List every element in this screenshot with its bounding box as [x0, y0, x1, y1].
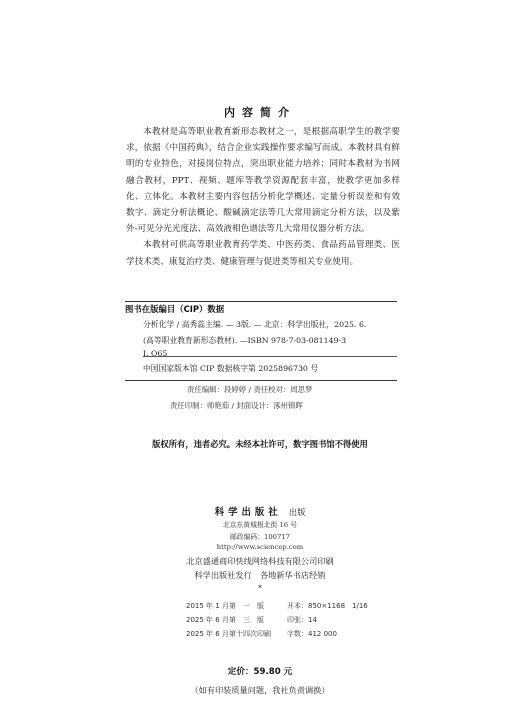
cip-heading: 图书在版编目（CIP）数据: [125, 304, 225, 314]
intro-title: 内容简介: [224, 106, 296, 119]
format-spec: 开本：850×1168 1/16: [287, 602, 368, 610]
cip-classification: Ⅰ. O65: [143, 349, 168, 358]
publisher-name: [0, 504, 520, 518]
sheet-spec: 印张：14: [287, 616, 317, 624]
rights-notice: 版权所有，违者必究。未经本社许可，数字图书馆不得使用: [152, 439, 368, 449]
publisher-website: http://www.sciencep.com: [216, 543, 304, 551]
cip-number: 中国国家版本馆 CIP 数据核字第 2025896730 号: [143, 364, 319, 373]
separator-star: *: [258, 584, 262, 593]
intro-paragraph: 本教材是高等职业教育新形态教材之一，是根据高职学生的教学要求，依据《中国药典》，结合企业实践操作要求编写而成。本教材具有鲜明的专业特色，对接岗位特点，突出职业能力培养；同时本教材为书网融合教材，PPT、视频、题库等教学资源配套丰富，使教学更加多样化、立体化。本教材主要内容包括分析化学概述、定量分析误差和有效数字、滴定分析法概论、酸碱滴定法等几大常用滴定分析方法，以及紫外-可见分光光度法、高效液相色谱法等几大常用仪器分析方法。: [126, 127, 400, 235]
printer: 北京盛通商印快线网络科技有限公司印刷: [186, 556, 334, 566]
publisher-suffix: 出版: [288, 507, 306, 517]
distributor: 科学出版社发行 各地新华书店经销: [194, 570, 326, 580]
intro-text: [126, 124, 400, 270]
edition-line: 2025 年 6 月第 三 版: [186, 616, 264, 624]
printing-line: 2025 年 6 月第十四次印刷: [186, 630, 271, 638]
edition-line: 2015 年 1 月第 一 版: [186, 602, 264, 610]
editor-credits: 责任编辑：段婷婷 / 责任校对：周思梦: [187, 385, 313, 394]
intro-paragraph: 本教材可供高等职业教育药学类、中医药类、食品药品管理类、医学技术类、康复治疗类、健康管理与促进类等相关专业使用。: [126, 240, 400, 267]
publisher-logo-text: 科学出版社: [214, 507, 282, 518]
printing-credits: 责任印制：师艳茹 / 封面设计：涿州锦晖: [170, 401, 303, 410]
cip-line: (高等职业教育新形态教材). —ISBN 978-7-03-081149-3: [143, 336, 347, 345]
price: 定价：59.80 元: [227, 667, 293, 677]
publisher-address: 北京东黄城根北街 16 号: [222, 521, 298, 529]
cip-divider: [143, 356, 397, 357]
publisher-postcode: 邮政编码：100717: [230, 533, 290, 541]
cip-line: 分析化学 / 高秀蕊主编. — 3版. — 北京：科学出版社，2025. 6.: [143, 320, 367, 329]
quality-notice: （如有印装质量问题，我社负责调换）: [190, 685, 330, 695]
word-count: 字数：412 000: [287, 630, 337, 638]
